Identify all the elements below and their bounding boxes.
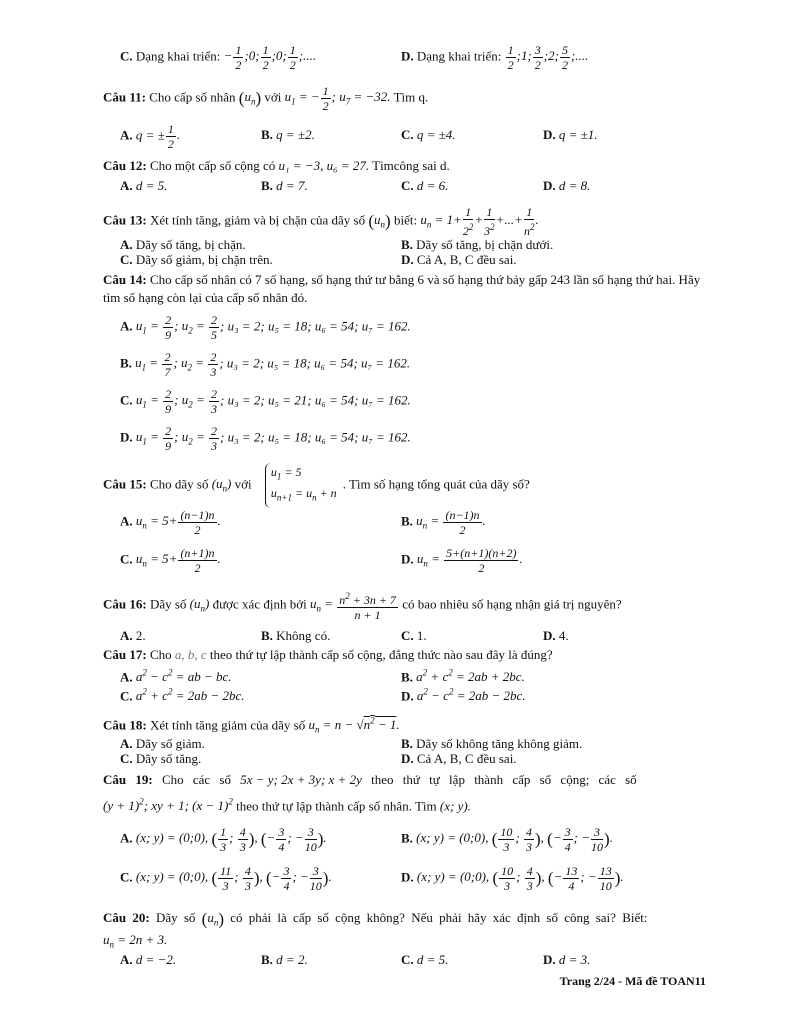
text-segment: theo thứ tự lập thành cấp số nhân. Tìm <box>236 798 437 814</box>
text-segment: A. <box>120 237 133 252</box>
text-segment: có phải là cấp số cộng không? Nếu phải hãy xác định số công sai? Biết: <box>230 910 648 925</box>
text-segment: Dãy số tăng, bị chặn dưới. <box>416 237 554 252</box>
question-19-line2: $(y + 1)^2$; xy + 1; $(x - 1)^2$ theo thứ tự lập thành cấp số nhân. Tìm (x; y). <box>103 797 471 814</box>
question-17 <box>103 646 708 663</box>
text-segment: A. <box>120 318 133 334</box>
text-segment: có bao nhiêu số hạng nhận giá trị nguyên? <box>402 596 622 612</box>
text-segment: ; u₃ = 2; u₅ = 18; u₆ = 54; u₇ = 162. <box>220 429 411 445</box>
text-segment: A. <box>120 952 133 967</box>
text-segment: A. <box>120 830 133 846</box>
question-11: Câu 11: Cho cấp số nhân $(u_n)$ với $u_1$ = − $\frac{1}{2}$ ; $u_7 = -32$. Tìm q. <box>103 84 429 113</box>
text-segment: Dãy số giảm, bị chặn trên. <box>135 252 273 267</box>
option-label: C. <box>120 48 133 64</box>
text-segment: B. <box>401 237 413 252</box>
text-segment: B. <box>401 513 413 529</box>
text-segment: C. <box>120 392 133 408</box>
text-segment: D. <box>401 869 414 885</box>
text-segment: B. <box>120 355 132 371</box>
question-text: Cho cấp số nhân <box>149 89 236 105</box>
text-segment: B. <box>261 952 273 967</box>
text-segment: Cả A, B, C đều sai. <box>416 751 517 766</box>
text-segment: d = 5. <box>416 952 449 967</box>
text-segment: C. <box>120 551 133 567</box>
question-12 <box>103 157 708 174</box>
text-segment: B. <box>401 830 413 846</box>
text-segment: C. <box>401 952 414 967</box>
question-13: Câu 13: Xét tính tăng, giảm và bị chặn của dãy số $(u_n)$ biết: $u_n = 1+$ $\frac{1}{2^2}$ + $\frac{1}{3^2}$ +...+ $\frac{1}{n^2}$ . <box>103 205 539 238</box>
question-19: Câu 19: Cho các số 5x − y; 2x + 3y; x + 2y theo thứ tự lập thành cấp số cộng; các số <box>103 772 637 787</box>
text-segment: D. <box>401 688 414 704</box>
text-segment: Dãy số <box>149 596 187 612</box>
text-segment: ; u₃ = 2; u₅ = 18; u₆ = 54; u₇ = 162. <box>220 318 411 334</box>
question-15: Câu 15: Cho dãy số $(u_n)$ với $u_1 = 5$ $u_{n+1} = u_n + n$ . Tìm số hạng tổng quát của dãy số? <box>103 463 708 508</box>
text-segment: Câu 18: <box>103 717 147 733</box>
question-16: Câu 16: Dãy số $(u_n)$ được xác định bởi $u_n$ = $\frac{n^2 + 3n + 7}{n + 1}$ có bao nhiêu số hạng nhận giá trị nguyên? <box>103 591 622 622</box>
text-segment: Không có. <box>276 628 331 643</box>
text-segment: D. <box>401 252 414 267</box>
question-text: Tìm q. <box>393 89 429 105</box>
text-segment: q = ±4. <box>416 127 456 142</box>
text-segment: u₁ = −3, u₆ = 27. <box>278 158 370 173</box>
text-segment: Câu 20: <box>103 910 150 925</box>
text-segment: Câu 17: <box>103 647 147 662</box>
text-segment: Câu 13: <box>103 212 147 228</box>
text-segment: Dãy số tăng. <box>135 751 202 766</box>
text-segment: Câu 19: <box>103 772 153 787</box>
text-segment: theo thứ tự lập thành cấp số cộng; các số <box>371 772 637 787</box>
text-segment: D. <box>401 551 414 567</box>
text-segment: Câu 12: <box>103 158 147 173</box>
page-footer: Trang 2/24 - Mã đề TOAN11 <box>559 974 706 988</box>
question-number: Câu 11: <box>103 89 146 105</box>
text-segment: D. <box>543 952 556 967</box>
text-segment: A. <box>120 669 133 685</box>
text-segment: d = 3. <box>558 952 591 967</box>
text-segment: Cho dãy số <box>149 476 209 492</box>
text-segment: Câu 15: <box>103 476 147 492</box>
text-segment: Dãy số giảm. <box>135 736 205 751</box>
text-segment: 2. <box>135 628 146 643</box>
text-segment: d = 8. <box>558 178 591 193</box>
text-segment: Cả A, B, C đều sai. <box>416 252 517 267</box>
text-segment: B. <box>401 669 413 685</box>
text-segment: . Tìm số hạng tổng quát của dãy số? <box>342 476 530 492</box>
text-segment: q = ±2. <box>276 127 315 142</box>
text-segment: Tìmcông sai d. <box>372 158 450 173</box>
text-segment: được xác định bởi <box>212 596 307 612</box>
text-segment: Cho cấp số nhân có 7 số hạng, số hạng thứ tư bằng 6 và số hạng thứ bảy gấp 243 lần số hạng thứ hai. Hãy tìm số hạng còn lại của cấp số nhân đó. <box>103 272 701 305</box>
text-segment: a, b, c <box>174 647 207 662</box>
text-segment: Cho các số <box>161 772 231 787</box>
text-segment: 1. <box>416 628 427 643</box>
text-segment: C. <box>120 252 133 267</box>
text-segment: D. <box>401 751 414 766</box>
text-segment: A. <box>120 736 133 751</box>
text-segment: Dãy số <box>155 910 196 925</box>
text-segment: Câu 14: <box>103 272 147 287</box>
text-segment: C. <box>120 869 133 885</box>
question-text: với <box>264 89 282 105</box>
text-segment: biết: <box>393 212 418 228</box>
text-segment: d = 2. <box>276 952 308 967</box>
text-segment: Xét tính tăng giảm của dãy số <box>149 717 306 733</box>
text-segment: 4. <box>558 628 569 643</box>
option-text: Dạng khai triển: <box>416 48 505 64</box>
text-segment: A. <box>120 127 133 143</box>
text-segment: q = ± <box>135 127 165 143</box>
question-20: Câu 20: Dãy số $(u_n)$ có phải là cấp số cộng không? Nếu phải hãy xác định số công sai? Biết: <box>103 909 648 929</box>
text-segment: Dãy số tăng, bị chặn. <box>135 237 246 252</box>
text-segment: ; u₃ = 2; u₅ = 21; u₆ = 54; u₇ = 162. <box>220 392 411 408</box>
text-segment: A. <box>120 513 133 529</box>
text-segment: A. <box>120 178 133 193</box>
text-segment: C. <box>401 178 414 193</box>
text-segment: Xét tính tăng, giảm và bị chặn của dãy số <box>149 212 366 228</box>
option-text: Dạng khai triển: <box>135 48 224 64</box>
text-segment: Cho <box>149 647 172 662</box>
text-segment: C. <box>401 628 414 643</box>
text-segment: D. <box>120 429 133 445</box>
text-segment: C. <box>120 688 133 704</box>
exam-page: C. Dạng khai triển: − $\frac{1}{2}$ ;0; $\frac{1}{2}$ ;0; $\frac{1}{2}$ ;.... D. Dạng khai triển: $\frac{1}{2}$ ;1; $\frac{3}{2}$ ;2; $\frac{5}{2}$ ;.... Câu 11: Cho cấp số nhân $(u_n)$ với $u_1$ = − $\frac{1}{2}$ ; $u_7 = -32$. Tìm q. A. q = ± $\frac{1}{2}$ . B. q = ±2. C. q = ±4. D. q = ±1. Câu 12: Cho một cấp số cộng có u₁ = −3, u₆ = 27. Tìmcông sai d. A. d = 5. B. d = 7. C. d = 6. D. d = 8. Câu 13: Xét tính tăng, giảm và bị chặn của dãy số $(u_n)$ biết: $u_n = 1+$ $\frac{1}{2^2}$ + $\frac{1}{3^2}$ +...+ $\frac{1}{n^2}$ . A. Dãy số tăng, bị chặn. B. Dãy số tăng, bị chặn dưới. C. Dãy số giảm, bị chặn trên. D. Cả A, B, C đều sai. Câu 14: Cho cấp số nhân có 7 số hạng, số hạng thứ tư bằng 6 và số hạng thứ bảy gấp 243 lần số hạng thứ hai. Hãy tìm số hạng còn lại của cấp số nhân đó. A. $u_1$ = $\frac{2}{9}$ ; $u_2$ = $\frac{2}{5}$ ; u₃ = 2; u₅ = 18; u₆ = 54; u₇ = 162. B. $u_1$ = $\frac{2}{7}$ ; $u_2$ = $\frac{2}{3}$ ; u₃ = 2; u₅ = 18; u₆ = 54; u₇ = 162. C. $u_1$ = $\frac{2}{9}$ ; $u_2$ = $\frac{2}{3}$ ; u₃ = 2; u₅ = 21; u₆ = 54; u₇ = 162. D. $u_1$ = $\frac{2}{9}$ ; $u_2$ = $\frac{2}{3}$ ; u₃ = 2; u₅ = 18; u₆ = 54; u₇ = 162. Câu 15: Cho dãy số $(u_n)$ với $u_1 = 5$ $u_{n+1} = u_n + n$ . Tìm số hạng tổng quát của dãy số? A. $u_n = 5+$ $\frac{(n-1)n}{2}$ . B. $u_n$ = $\frac{(n-1)n}{2}$ . C. $u_n = 5+$ $\frac{(n+1)n}{2}$ . D. $u_n$ = $\frac{5+(n+1)(n+2)}{2}$ . Câu 16: Dãy số $(u_n)$ được xác định bởi $u_n$ = $\frac{n^2 + 3n + 7}{n + 1}$ có bao nhiêu số hạng nhận giá trị nguyên? A. 2. B. Không có. C. 1. D. 4. Câu 17: Cho a, b, c theo thứ tự lập thành cấp số cộng, đẳng thức nào sau đây là đúng? A. $a^2 - c^2$ = ab − bc. B. $a^2 + c^2 = 2ab + 2bc$. C. $a^2 + c^2 = 2ab - 2bc$. D. $a^2 - c^2 = 2ab - 2bc$. Câu 18: Xét tính tăng giảm của dãy số $u_n = n - √n^2 - 1$. A. Dãy số giảm. B. Dãy số không tăng không giảm. C. Dãy số tăng. D. Cả A, B, C đều sai. Câu 19: Cho các số 5x − y; 2x + 3y; x + 2y theo thứ tự lập thành cấp số cộng; các số $(y + 1)^2$; xy + 1; $(x - 1)^2$ theo thứ tự lập thành cấp số nhân. Tìm (x; y). A. (x; y) = (0;0), ( $\frac{1}{3}$ ; $\frac{4}{3}$ ), (− $\frac{3}{4}$ ; − $\frac{3}{10}$ ). B. (x; y) = (0;0), ( $\frac{10}{3}$ ; $\frac{4}{3}$ ), (− $\frac{3}{4}$ ; − $\frac{3}{10}$ ). C. (x; y) = (0;0), ( $\frac{11}{3}$ ; $\frac{4}{3}$ ), (− $\frac{3}{4}$ ; − $\frac{3}{10}$ ). D. (x; y) = (0;0), ( $\frac{10}{3}$ ; $\frac{4}{3}$ ), (− $\frac{13}{4}$ ; − $\frac{13}{10}$ ). Câu 20: Dãy số $(u_n)$ có phải là cấp số cộng không? Nếu phải hãy xác định số công sai? Biết: $u_n = 2n + 3$. A. d = −2. B. d = 2. C. d = 5. D. d = 3. Trang 2/24 - Mã đề TOAN11 <box>103 43 706 988</box>
text-segment: d = 5. <box>135 178 168 193</box>
text-segment: với <box>234 476 252 492</box>
text-segment: ; u₃ = 2; u₅ = 18; u₆ = 54; u₇ = 162. <box>219 355 411 371</box>
text-segment: theo thứ tự lập thành cấp số cộng, đẳng thức nào sau đây là đúng? <box>209 647 553 662</box>
text-segment: C. <box>401 127 414 142</box>
text-segment: A. <box>120 628 133 643</box>
option-label: D. <box>401 48 414 64</box>
question-18: Câu 18: Xét tính tăng giảm của dãy số $u_n = n - √n^2 - 1$. <box>103 716 400 735</box>
question-14 <box>103 271 708 307</box>
text-segment: B. <box>401 736 413 751</box>
text-segment: d = 7. <box>276 178 308 193</box>
text-segment: d = 6. <box>416 178 449 193</box>
text-segment: D. <box>543 178 556 193</box>
text-segment: B. <box>261 178 273 193</box>
text-segment: d = −2. <box>135 952 177 967</box>
text-segment: Cho một cấp số cộng có <box>149 158 276 173</box>
text-segment: Câu 16: <box>103 596 147 612</box>
text-segment: Dãy số không tăng không giảm. <box>416 736 583 751</box>
text-segment: D. <box>543 628 556 643</box>
text-segment: C. <box>120 751 133 766</box>
text-segment: B. <box>261 127 273 142</box>
q10-options-cd: C. Dạng khai triển: − $\frac{1}{2}$ ;0; $\frac{1}{2}$ ;0; $\frac{1}{2}$ ;.... D. Dạng khai triển: $\frac{1}{2}$ ;1; $\frac{3}{2}$ ;2; $\frac{5}{2}$ ;.... <box>120 43 589 72</box>
question-20-line2: $u_n = 2n + 3$. <box>103 932 168 950</box>
text-segment: D. <box>543 127 556 142</box>
text-segment: q = ±1. <box>558 127 598 142</box>
text-segment: B. <box>261 628 273 643</box>
